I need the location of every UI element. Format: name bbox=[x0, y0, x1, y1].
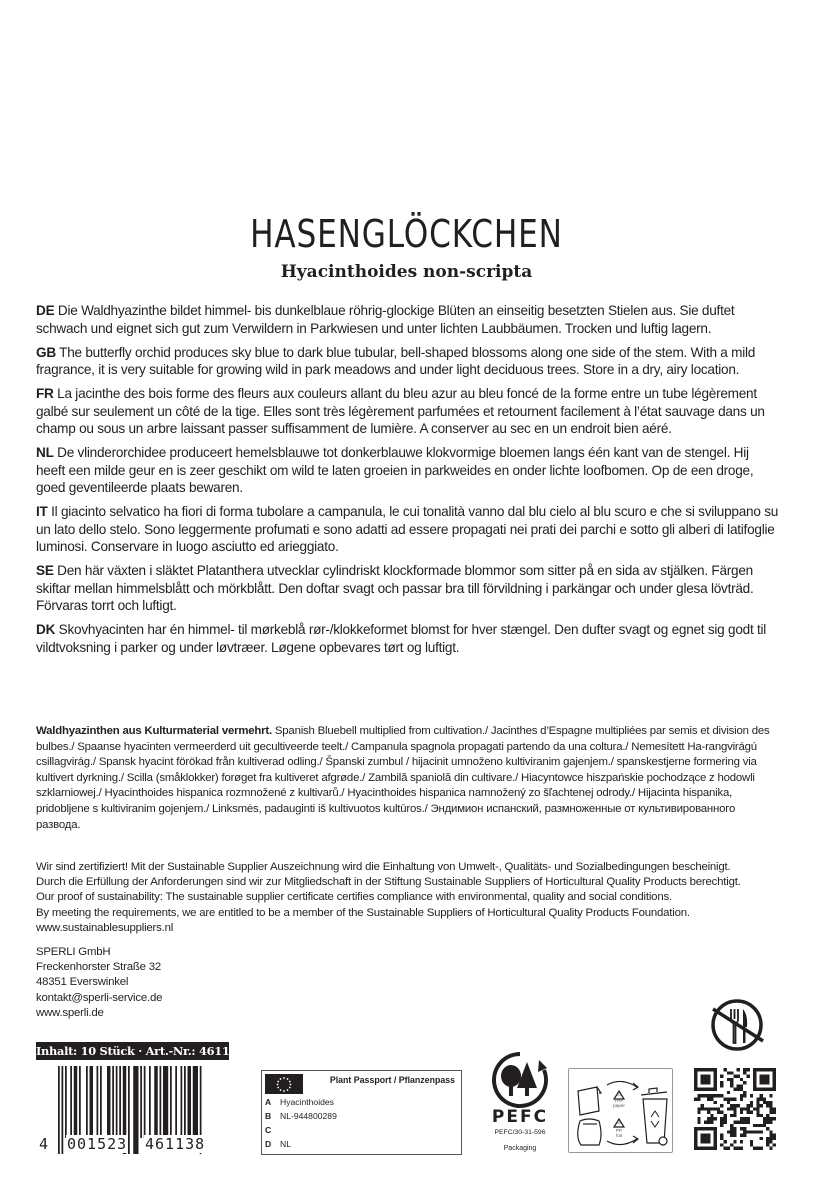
qr-module bbox=[697, 1094, 700, 1097]
qr-module bbox=[740, 1134, 743, 1137]
qr-module bbox=[750, 1104, 753, 1107]
qr-module bbox=[730, 1107, 733, 1110]
origin-text: Spanish Bluebell multiplied from cultivation./ Jacinthes d’Espagne multipliées par semis et division des bulbes./ Spaanse hyacinten vermeerderd uit gecultiveerde teelt./ Campanula spagnola propagati partendo da una coltura./ Nemesített Ha-rangvirágú csillagvirág./ Spansk hyacint förökad från kultiverad odling./ Španski zumbul / hijacinit umnoženo kultiviranim gajenjem./ spanskestjerne formering via kultivert dyrkning./ Scilla (småklokker) forøget fra kultiveret afgrøde./ Zambilă spaniolă din cultivare./ Hiacyntowce hiszpańskie pochodzące z hodowli szklarniowej./ Hyacinthoides hispanica rozmnožené z kultivarů./ Hyacinthoides hispanica namnožený zo šľachtenej odrody./ Hijacinta hispanika, pridobljene s kultiviranim gojenjem./ Linksmės, padauginti iš kultivuotos kultūros./ Эндимион испанский, размноженные от культивированного развода. bbox=[36, 725, 770, 831]
qr-module bbox=[760, 1094, 763, 1097]
qr-module bbox=[763, 1101, 766, 1104]
qr-module bbox=[727, 1101, 730, 1104]
paper-bag-icon bbox=[578, 1087, 599, 1115]
description-se bbox=[36, 562, 781, 615]
qr-module bbox=[769, 1104, 772, 1107]
barcode-bar bbox=[70, 1066, 72, 1138]
qr-module bbox=[710, 1098, 713, 1101]
description-dk bbox=[36, 621, 781, 656]
qr-module bbox=[773, 1117, 776, 1120]
qr-module bbox=[733, 1120, 736, 1123]
qr-module bbox=[704, 1094, 707, 1097]
qr-module bbox=[710, 1094, 713, 1097]
lang-code: NL bbox=[36, 445, 54, 460]
qr-module bbox=[720, 1120, 723, 1123]
qr-module bbox=[766, 1120, 769, 1123]
qr-module bbox=[743, 1071, 746, 1074]
qr-module bbox=[720, 1084, 723, 1087]
qr-module bbox=[753, 1107, 756, 1110]
qr-module bbox=[760, 1114, 763, 1117]
barcode-bar bbox=[90, 1066, 94, 1138]
lang-code: SE bbox=[36, 563, 54, 578]
qr-module bbox=[730, 1134, 733, 1137]
qr-module bbox=[760, 1104, 763, 1107]
qr-module bbox=[724, 1147, 727, 1150]
qr-module bbox=[740, 1107, 743, 1110]
qr-module bbox=[714, 1094, 717, 1097]
plant-passport bbox=[261, 1070, 462, 1155]
qr-module bbox=[746, 1130, 749, 1133]
barcode-bar bbox=[116, 1066, 118, 1138]
recycling-diagram bbox=[569, 1069, 674, 1154]
passport-row-d bbox=[265, 1139, 291, 1150]
qr-module bbox=[697, 1107, 700, 1110]
passport-key: D bbox=[265, 1139, 272, 1149]
qr-module bbox=[724, 1098, 727, 1101]
qr-module bbox=[727, 1107, 730, 1110]
description-text: De vlinderorchidee produceert hemelsblauwe tot donkerblauwe klokvormige bloemen langs één kant van de stengel. Hij heeft een milde geur en is zeer geschikt om wild te laten groeien in parkweides en onder lichte loofbomen. Op de een droge, goed geventileerde plaats bewaren. bbox=[36, 445, 754, 495]
barcode-bar bbox=[149, 1066, 151, 1138]
paper-code bbox=[609, 1098, 629, 1108]
company-city: 48351 Everswinkel bbox=[36, 976, 129, 989]
qr-module bbox=[694, 1098, 697, 1101]
passport-key: A bbox=[265, 1097, 272, 1107]
qr-module bbox=[714, 1107, 717, 1110]
qr-module bbox=[773, 1143, 776, 1146]
qr-module bbox=[743, 1094, 746, 1097]
qr-module bbox=[730, 1130, 733, 1133]
qr-module bbox=[720, 1143, 723, 1146]
qr-module bbox=[730, 1098, 733, 1101]
passport-key: B bbox=[265, 1111, 272, 1121]
qr-module bbox=[756, 1124, 759, 1127]
description-text: The butterfly orchid produces sky blue to dark blue tubular, bell-shaped blossoms along one side of the stem. With a mild fragrance, it is very suitable for growing wild in park meadows and under light deciduous trees. Store in a dry, airy location. bbox=[36, 344, 756, 377]
qr-module bbox=[707, 1094, 710, 1097]
barcode-bar bbox=[65, 1066, 67, 1138]
foil-abbr: PP bbox=[615, 1128, 623, 1133]
barcode-bar bbox=[144, 1066, 146, 1138]
barcode-bar bbox=[170, 1066, 172, 1138]
qr-module bbox=[737, 1075, 740, 1078]
qr-module bbox=[740, 1094, 743, 1097]
qr-module bbox=[769, 1120, 772, 1123]
certification-text bbox=[36, 860, 781, 936]
company-website-link[interactable]: www.sperli.de bbox=[36, 1006, 104, 1019]
qr-module bbox=[733, 1127, 736, 1130]
qr-module bbox=[750, 1111, 753, 1114]
qr-module bbox=[763, 1120, 766, 1123]
qr-module bbox=[763, 1098, 766, 1101]
qr-module bbox=[701, 1104, 704, 1107]
qr-module bbox=[720, 1111, 723, 1114]
qr-module bbox=[724, 1120, 727, 1123]
descriptions bbox=[36, 302, 781, 663]
qr-module bbox=[727, 1091, 730, 1094]
qr-module bbox=[727, 1078, 730, 1081]
barcode-bar bbox=[112, 1066, 114, 1138]
qr-module bbox=[733, 1075, 736, 1078]
qr-module bbox=[746, 1120, 749, 1123]
qr-module bbox=[766, 1117, 769, 1120]
foil-number: 05 bbox=[617, 1121, 621, 1125]
qr-module bbox=[773, 1107, 776, 1110]
qr-module bbox=[769, 1140, 772, 1143]
company-email-link[interactable]: kontakt@sperli-service.de bbox=[36, 991, 163, 1004]
cert-line: Our proof of sustainability: The sustainable supplier certificate certifies compliance with environmental, quality and social conditions. bbox=[36, 891, 672, 904]
company-street: Freckenhorster Straße 32 bbox=[36, 961, 161, 974]
qr-module bbox=[697, 1098, 700, 1101]
qr-module bbox=[740, 1111, 743, 1114]
qr-module bbox=[760, 1075, 770, 1085]
qr-module bbox=[720, 1137, 723, 1140]
qr-module bbox=[733, 1098, 736, 1101]
qr-module bbox=[737, 1068, 740, 1071]
qr-module bbox=[743, 1117, 746, 1120]
qr-module bbox=[740, 1078, 743, 1081]
passport-key: C bbox=[265, 1125, 272, 1135]
qr-module bbox=[769, 1147, 772, 1150]
qr-module bbox=[769, 1094, 772, 1097]
qr-module bbox=[730, 1124, 733, 1127]
passport-row-c bbox=[265, 1125, 280, 1136]
qr-module bbox=[769, 1101, 772, 1104]
qr-module bbox=[756, 1147, 759, 1150]
description-nl bbox=[36, 444, 781, 497]
qr-module bbox=[707, 1111, 710, 1114]
qr-module bbox=[724, 1114, 727, 1117]
qr-module bbox=[727, 1098, 730, 1101]
lang-code: IT bbox=[36, 504, 48, 519]
qr-module bbox=[697, 1117, 700, 1120]
qr-module bbox=[756, 1130, 759, 1133]
passport-value: NL bbox=[280, 1139, 291, 1149]
qr-module bbox=[707, 1107, 710, 1110]
barcode-digits bbox=[36, 1133, 229, 1153]
arrow-icon bbox=[607, 1081, 637, 1087]
eu-flag-icon bbox=[265, 1074, 303, 1094]
qr-module bbox=[720, 1104, 723, 1107]
qr-module bbox=[724, 1140, 727, 1143]
qr-module bbox=[740, 1117, 743, 1120]
qr-module bbox=[746, 1068, 749, 1071]
qr-module bbox=[760, 1124, 763, 1127]
description-text: Die Waldhyazinthe bildet himmel- bis dunkelblaue röhrig-glockige Blüten an einseitig besetzten Stielen aus. Sie duftet schwach und eignet sich gut zum Verwildern in Parkwiesen und unter lichten Laubbäumen. Trocken und luftig lagern. bbox=[36, 303, 735, 336]
qr-module bbox=[733, 1130, 736, 1133]
qr-module bbox=[720, 1134, 723, 1137]
qr-module bbox=[756, 1107, 759, 1110]
qr-module bbox=[733, 1104, 736, 1107]
qr-module bbox=[740, 1098, 743, 1101]
botanical-name: Hyacinthoides non-scripta bbox=[280, 262, 533, 282]
qr-module bbox=[707, 1098, 710, 1101]
lang-code: GB bbox=[36, 344, 56, 360]
barcode-bar bbox=[100, 1066, 102, 1138]
foil-code bbox=[609, 1128, 629, 1138]
recycling-bin-icon bbox=[643, 1099, 667, 1143]
qr-module bbox=[753, 1147, 756, 1150]
barcode-bar bbox=[193, 1066, 198, 1138]
qr-module bbox=[697, 1111, 700, 1114]
qr-module bbox=[707, 1120, 710, 1123]
qr-module bbox=[743, 1081, 746, 1084]
qr-module bbox=[760, 1137, 763, 1140]
description-text: Il giacinto selvatico ha fiori di forma tubolare a campanula, le cui tonalità vanno dal blu cielo al blu scuro e che si sviluppano su un lato dello stelo. Sono leggermente profumati e sono adatti ad essere propagati nei prati dei parchi e sotto gli alberi di latifoglie luminosi. Conservare in luogo asciutto ed arieggiato. bbox=[36, 504, 779, 554]
qr-module bbox=[697, 1120, 700, 1123]
qr-module bbox=[730, 1104, 733, 1107]
lang-code: DE bbox=[36, 303, 55, 318]
qr-module bbox=[769, 1107, 772, 1110]
description-fr bbox=[36, 385, 781, 438]
qr-module bbox=[766, 1114, 769, 1117]
qr-module bbox=[750, 1130, 753, 1133]
qr-module bbox=[730, 1114, 733, 1117]
qr-module bbox=[730, 1127, 733, 1130]
barcode-bar bbox=[175, 1066, 177, 1138]
qr-module bbox=[756, 1114, 759, 1117]
qr-module bbox=[737, 1084, 740, 1087]
qr-module bbox=[743, 1107, 746, 1110]
qr-module bbox=[766, 1137, 769, 1140]
description-text: Skovhyacinten har én himmel- til mørkeblå rør-/klokkeformet blomst for hver stængel. Den dufter svagt og egnet sig godt til vildtvoksning i parker og under løvtræer. Løgene opbevares tørt og luftigt. bbox=[36, 622, 767, 655]
qr-module bbox=[743, 1134, 746, 1137]
content-article-bar: Inhalt: 10 Stück · Art.-Nr.: 461138 bbox=[36, 1044, 245, 1058]
qr-module bbox=[750, 1101, 753, 1104]
qr-module bbox=[743, 1130, 746, 1133]
qr-module bbox=[701, 1134, 711, 1144]
qr-module bbox=[710, 1114, 713, 1117]
qr-module bbox=[710, 1117, 713, 1120]
qr-module bbox=[717, 1094, 720, 1097]
qr-module bbox=[760, 1147, 763, 1150]
qr-module bbox=[717, 1107, 720, 1110]
foil-label: foil bbox=[616, 1133, 622, 1138]
qr-module bbox=[720, 1117, 723, 1120]
qr-module bbox=[766, 1101, 769, 1104]
qr-module bbox=[743, 1068, 746, 1071]
qr-module bbox=[746, 1107, 749, 1110]
qr-module bbox=[760, 1130, 763, 1133]
barcode-bar bbox=[119, 1066, 121, 1138]
plant-passport-title: Plant Passport / Pflanzenpass bbox=[329, 1075, 455, 1085]
qr-module bbox=[740, 1140, 743, 1143]
qr-module bbox=[766, 1104, 769, 1107]
cert-line: Wir sind zertifiziert! Mit der Sustainable Supplier Auszeichnung wird die Einhaltung von Umwelt-, Qualitäts- und Sozialbedingungen bescheinigt. bbox=[36, 861, 731, 873]
qr-module bbox=[750, 1143, 753, 1146]
qr-module bbox=[710, 1120, 713, 1123]
origin-note bbox=[36, 724, 781, 833]
qr-module bbox=[733, 1114, 736, 1117]
qr-module bbox=[769, 1137, 772, 1140]
qr-module bbox=[743, 1127, 746, 1130]
barcode-bar bbox=[140, 1066, 142, 1138]
qr-module bbox=[756, 1098, 759, 1101]
qr-module bbox=[720, 1124, 723, 1127]
qr-module bbox=[737, 1088, 740, 1091]
qr-module bbox=[701, 1107, 704, 1110]
qr-module bbox=[740, 1084, 743, 1087]
qr-module bbox=[710, 1107, 713, 1110]
qr-module bbox=[724, 1068, 727, 1071]
qr-module bbox=[730, 1143, 733, 1146]
barcode-bar bbox=[188, 1066, 192, 1138]
barcode-bar bbox=[181, 1066, 183, 1138]
qr-module bbox=[753, 1124, 756, 1127]
qr-module bbox=[740, 1147, 743, 1150]
qr-module bbox=[746, 1117, 749, 1120]
product-title: HASENGLÖCKCHEN bbox=[250, 212, 563, 256]
company-name: SPERLI GmbH bbox=[36, 946, 111, 958]
barcode-bar bbox=[74, 1066, 78, 1138]
qr-module bbox=[733, 1134, 736, 1137]
qr-module bbox=[750, 1094, 753, 1097]
qr-module bbox=[704, 1107, 707, 1110]
qr-module bbox=[740, 1088, 743, 1091]
qr-module bbox=[733, 1147, 736, 1150]
qr-module bbox=[756, 1111, 759, 1114]
qr-module bbox=[701, 1094, 704, 1097]
pefc-packaging-label: Packaging bbox=[503, 1145, 537, 1152]
barcode-bar bbox=[97, 1066, 99, 1138]
pefc-trees-icon bbox=[489, 1050, 551, 1108]
passport-value: NL-944800289 bbox=[280, 1111, 337, 1121]
qr-module bbox=[730, 1078, 733, 1081]
qr-module bbox=[737, 1120, 740, 1123]
qr-module bbox=[769, 1134, 772, 1137]
qr-module bbox=[707, 1117, 710, 1120]
barcode-bar bbox=[160, 1066, 162, 1138]
qr-module bbox=[746, 1104, 749, 1107]
barcode-bar bbox=[107, 1066, 111, 1138]
pefc-code: PEFC/30-31-596 bbox=[494, 1129, 546, 1136]
qr-module bbox=[756, 1104, 759, 1107]
passport-row-a bbox=[265, 1097, 334, 1108]
paper-label: paper bbox=[613, 1103, 625, 1108]
qr-module bbox=[717, 1111, 720, 1114]
passport-row-b bbox=[265, 1111, 337, 1122]
lang-code: DK bbox=[36, 622, 56, 637]
qr-module bbox=[733, 1088, 736, 1091]
qr-module bbox=[766, 1127, 769, 1130]
qr-module bbox=[720, 1094, 723, 1097]
recycling-info bbox=[568, 1068, 673, 1153]
qr-module bbox=[766, 1143, 769, 1146]
qr-module bbox=[724, 1117, 727, 1120]
description-text: Den här växten i släktet Platanthera utvecklar cylindriskt klockformade blommor som sitter på en sida av stjälken. Färgen skiftar mellan himmelsblått och mörkblått. Den doftar svagt och passar bra till förvildning i parkängar och under glesa lövträd. Förvaras torrt och luftigt. bbox=[36, 563, 754, 613]
foil-bag-icon bbox=[578, 1119, 601, 1145]
qr-module bbox=[763, 1117, 766, 1120]
qr-module bbox=[714, 1101, 717, 1104]
qr-module bbox=[701, 1075, 711, 1085]
qr-module bbox=[733, 1140, 736, 1143]
barcode-bar bbox=[86, 1066, 88, 1138]
passport-value: Hyacinthoides bbox=[280, 1097, 334, 1107]
qr-module bbox=[727, 1071, 730, 1074]
qr-module bbox=[756, 1101, 759, 1104]
qr-module bbox=[733, 1111, 736, 1114]
description-gb bbox=[36, 344, 781, 379]
description-text: La jacinthe des bois forme des fleurs aux couleurs allant du bleu azur au bleu foncé de la forme entre un tube légèrement galbé sur seulement un côté de la tige. Elles sont très légèrement parfumées et retournent facilement à l’état sauvage dans un champ ou sous un arbre laissant passer suffisamment de lumière. A conserver au sec en un endroit bien aéré. bbox=[36, 386, 765, 436]
qr-module bbox=[746, 1075, 749, 1078]
qr-module bbox=[769, 1130, 772, 1133]
qr-module bbox=[769, 1117, 772, 1120]
qr-module bbox=[773, 1137, 776, 1140]
barcode-first-digit: 4 bbox=[39, 1135, 49, 1153]
qr-module bbox=[733, 1107, 736, 1110]
origin-lead: Waldhyazinthen aus Kulturmaterial vermehrt. bbox=[36, 725, 272, 737]
cert-line: By meeting the requirements, we are entitled to be a member of the Sustainable Suppliers of Horticultural Quality Products Foundation. bbox=[36, 906, 690, 919]
no-food-icon bbox=[705, 995, 769, 1055]
pefc-logo-text: PEFC bbox=[491, 1107, 549, 1127]
qr-module bbox=[737, 1104, 740, 1107]
description-it bbox=[36, 503, 781, 556]
qr-module bbox=[769, 1111, 772, 1114]
qr-code[interactable] bbox=[694, 1068, 776, 1150]
qr-module bbox=[730, 1084, 733, 1087]
qr-module bbox=[766, 1140, 769, 1143]
qr-module bbox=[746, 1111, 749, 1114]
barcode-bar bbox=[79, 1066, 81, 1138]
qr-module bbox=[704, 1120, 707, 1123]
qr-module bbox=[737, 1147, 740, 1150]
qr-module bbox=[730, 1081, 733, 1084]
barcode-left-group: 001523 bbox=[67, 1135, 128, 1153]
company-address bbox=[36, 945, 162, 1021]
qr-module bbox=[753, 1130, 756, 1133]
qr-module bbox=[720, 1075, 723, 1078]
qr-module bbox=[727, 1130, 730, 1133]
qr-module bbox=[750, 1140, 753, 1143]
qr-module bbox=[760, 1098, 763, 1101]
qr-module bbox=[740, 1127, 743, 1130]
cert-website-link[interactable]: www.sustainablesuppliers.nl bbox=[36, 921, 174, 934]
qr-module bbox=[773, 1134, 776, 1137]
description-de bbox=[36, 302, 781, 337]
paper-number: 21 bbox=[617, 1093, 621, 1097]
qr-module bbox=[714, 1117, 717, 1120]
qr-module bbox=[773, 1111, 776, 1114]
cert-line: Durch die Erfüllung der Anforderungen sind wir zur Mitgliedschaft in der Stiftung Sustainable Suppliers of Horticultural Quality Products berechtigt. bbox=[36, 876, 741, 889]
qr-module bbox=[730, 1071, 733, 1074]
pefc-logo bbox=[480, 1050, 560, 1160]
qr-module bbox=[743, 1120, 746, 1123]
barcode-bar bbox=[184, 1066, 186, 1138]
qr-module bbox=[763, 1124, 766, 1127]
barcode-bar bbox=[163, 1066, 168, 1138]
qr-module bbox=[743, 1091, 746, 1094]
qr-module bbox=[720, 1081, 723, 1084]
lang-code: FR bbox=[36, 386, 54, 401]
qr-module bbox=[740, 1120, 743, 1123]
barcode-bar bbox=[154, 1066, 158, 1138]
paper-abbr: PAP bbox=[614, 1098, 624, 1103]
barcode-right-group: 461138 bbox=[145, 1135, 206, 1153]
qr-module bbox=[727, 1147, 730, 1150]
